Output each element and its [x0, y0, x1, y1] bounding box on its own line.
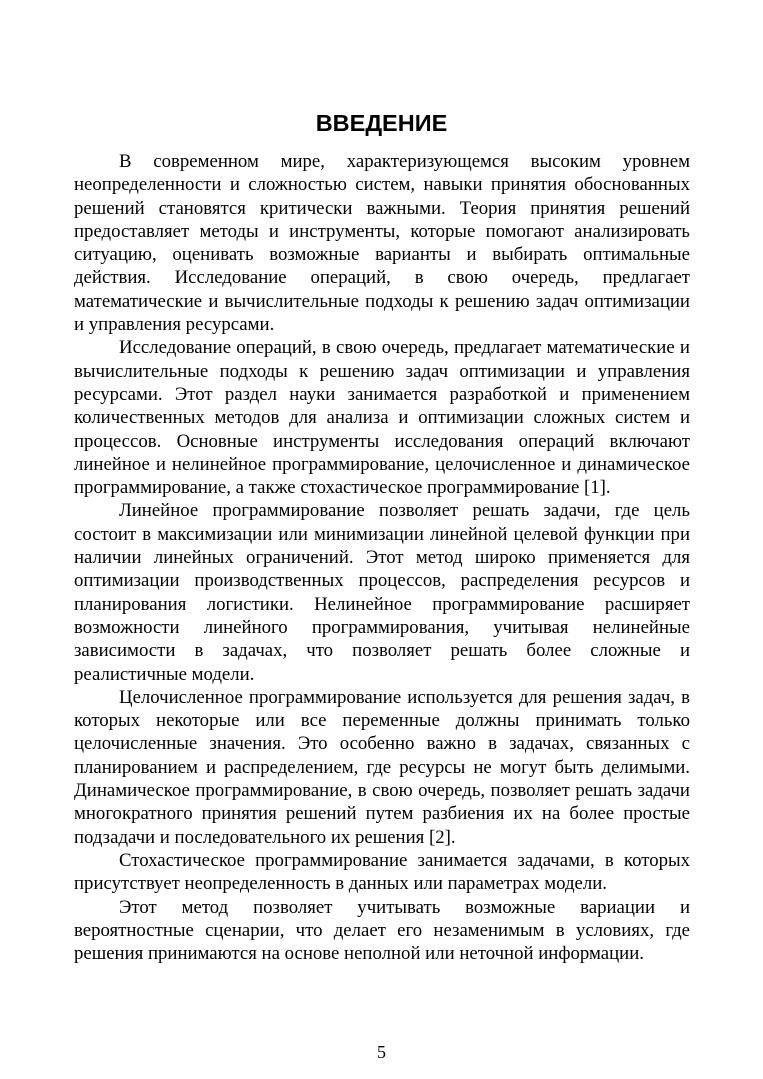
paragraph-3: Линейное программирование позволяет решать задачи, где цель состоит в максимизации или минимизации линейной целевой функции при наличии линейных ограничений. Этот метод широко применяется для оптимизации производственных процессов, распределения ресурсов и планирования логистики. Нелинейное программирование расширяет возможности линейного программирования, учитывая нелинейные зависимости в задачах, что позволяет решать более сложные и реалистичные модели. — [74, 500, 690, 685]
paragraph-5: Стохастическое программирование занимается задачами, в которых присутствует неопределенность в данных или параметрах модели. — [74, 849, 690, 895]
paragraph-4: Целочисленное программирование используется для решения задач, в которых некоторые или все переменные должны принимать только целочисленные значения. Это особенно важно в задачах, связанных с планированием и распределением, где ресурсы не могут быть делимыми. Динамическое программирование, в свою очередь, позволяет решать задачи многократного принятия решений путем разбиения их на более простые подзадачи и последовательного их решения [2]. — [74, 686, 690, 848]
paragraph-2: Исследование операций, в свою очередь, предлагает математические и вычислительные подходы к решению задач оптимизации и управления ресурсами. Этот раздел науки занимается разработкой и применением количественных методов для анализа и оптимизации сложных систем и процессов. Основные инструменты исследования операций включают линейное и нелинейное программирование, целочисленное и динамическое программирование, а также стохастическое программирование [1]. — [74, 337, 690, 499]
page-number: 5 — [377, 1042, 386, 1062]
body-text — [74, 150, 690, 965]
paragraph-1: В современном мире, характеризующемся высоким уровнем неопределенности и сложностью систем, навыки принятия обоснованных решений становятся критически важными. Теория принятия решений предоставляет методы и инструменты, которые помогают анализировать ситуацию, оценивать возможные варианты и выбирать оптимальные действия. Исследование операций, в свою очередь, предлагает математические и вычислительные подходы к решению задач оптимизации и управления ресурсами. — [74, 151, 690, 336]
paragraph-6: Этот метод позволяет учитывать возможные вариации и вероятностные сценарии, что делает его незаменимым в условиях, где решения принимаются на основе неполной или неточной информации. — [74, 896, 690, 965]
page-title: ВВЕДЕНИЕ — [315, 110, 448, 136]
